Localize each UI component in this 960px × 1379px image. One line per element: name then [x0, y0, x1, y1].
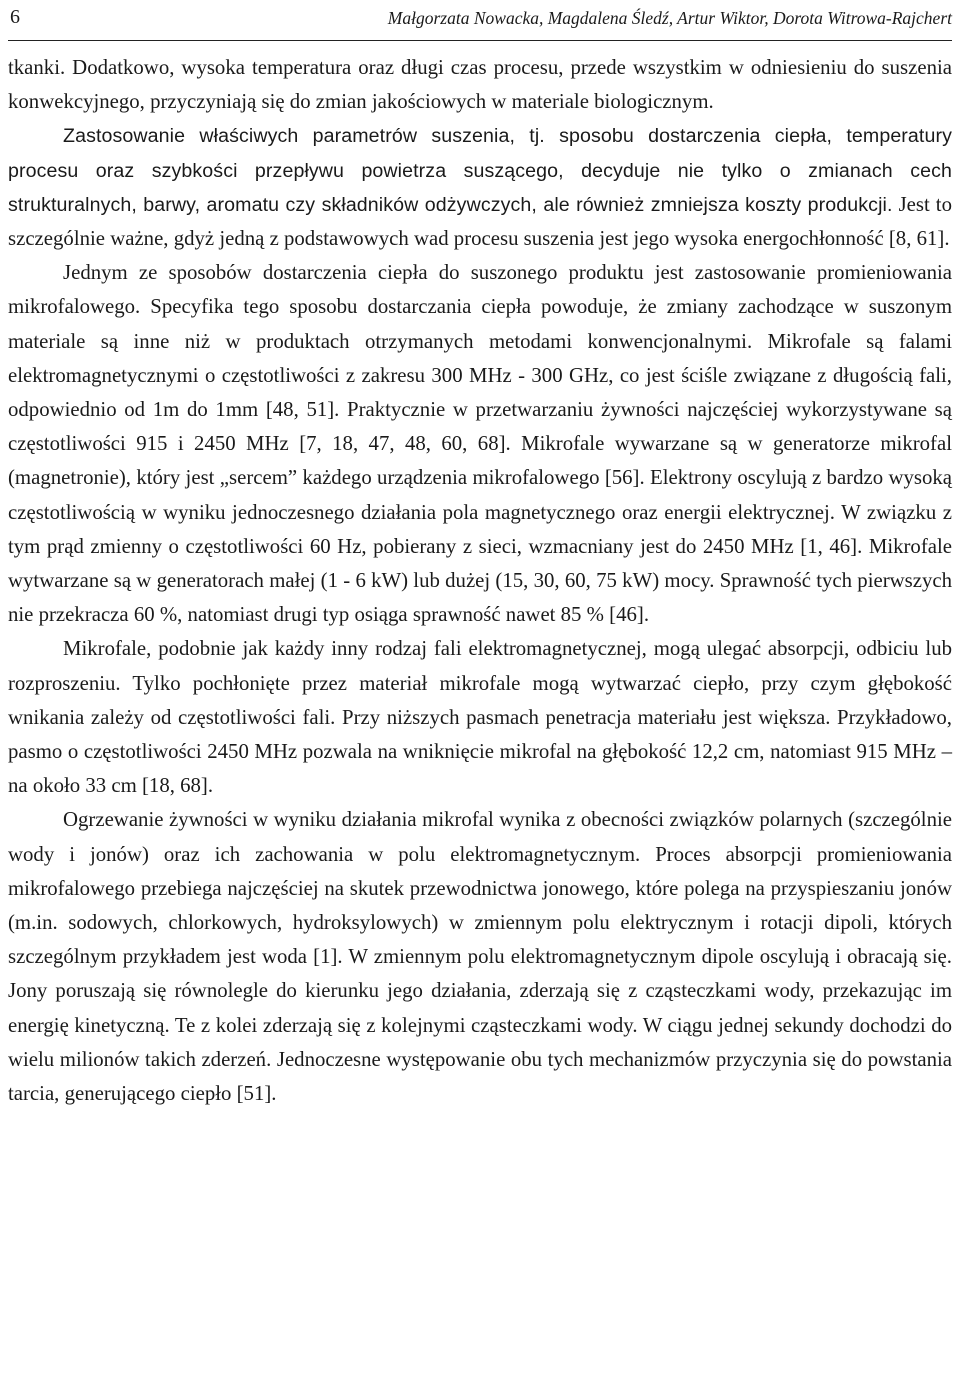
document-page — [8, 0, 952, 1111]
running-header — [8, 0, 952, 41]
paragraph-3: Jednym ze sposobów dostarczenia ciepła do suszonego produktu jest zastosowanie promieniowania mikrofalowego. Specyfika tego sposobu dostarczania ciepła powoduje, że zmiany zachodzące w suszonym materiale są inne niż w produktach otrzymanych metodami konwencjonalnymi. Mikrofale są falami elektromagnetycznymi o częstotliwości z zakresu 300 MHz - 300 GHz, co jest ściśle związane z długością fali, odpowiednio od 1m do 1mm [48, 51]. Praktycznie w przetwarzaniu żywności najczęściej wykorzystywane są częstotliwości 915 i 2450 MHz [7, 18, 47, 48, 60, 68]. Mikrofale wywarzane są w generatorze mikrofal (magnetronie), który jest „sercem” każdego urządzenia mikrofalowego [56]. Elektrony oscylują z bardzo wysoką częstotliwością w wyniku jednoczesnego działania pola magnetycznego oraz energii elektrycznej. W związku z tym prąd zmienny o częstotliwości 60 Hz, pobierany z sieci, wzmacniany jest do 2450 MHz [1, 46]. Mikrofale wytwarzane są w generatorach małej (1 - 6 kW) lub dużej (15, 30, 60, 75 kW) mocy. Sprawność tych pierwszych nie przekracza 60 %, natomiast drugi typ osiąga sprawność nawet 85 % [46]. — [8, 261, 952, 627]
paragraph-1: tkanki. Dodatkowo, wysoka temperatura oraz długi czas procesu, przede wszystkim w odniesieniu do suszenia konwekcyjnego, przyczyniają się do zmian jakościowych w materiale biologicznym. — [8, 56, 952, 114]
paragraph-2 — [8, 119, 952, 256]
page-number: 6 — [10, 6, 20, 28]
paragraph-2-sans-segment: Zastosowanie właściwych parametrów suszenia, tj. sposobu dostarczenia ciepła, temperatury procesu oraz szybkości przepływu powietrza suszącego, decyduje nie tylko o zmianach cech strukturalnych, barwy, aromatu czy składników odżywczych, ale również zmniejsza koszty produkcji. — [8, 125, 952, 216]
paragraph-2-serif-segment: Jest to szczególnie ważne, gdyż jedną z podstawowych wad procesu suszenia jest jego wysoka energochłonność [8, 61]. — [8, 192, 952, 251]
paragraph-5: Ogrzewanie żywności w wyniku działania mikrofal wynika z obecności związków polarnych (szczególnie wody i jonów) oraz ich zachowania w polu elektromagnetycznym. Proces absorpcji promieniowania mikrofalowego przebiega najczęściej na skutek przewodnictwa jonowego, które polega na przyspieszaniu jonów (m.in. sodowych, chlorkowych, hydroksylowych) w zmiennym polu elektrycznym i rotacji dipoli, których szczególnym przykładem jest woda [1]. W zmiennym polu elektromagnetycznym dipole oscylują i obracają się. Jony poruszają się równolegle do kierunku jego działania, zderzają się z cząsteczkami wody, przekazując im energię kinetyczną. Te z kolei zderzają się z kolejnymi cząsteczkami wody. W ciągu jednej sekundy dochodzi do wielu milionów takich zderzeń. Jednoczesne występowanie obu tych mechanizmów przyczynia się do powstania tarcia, generującego ciepło [51]. — [8, 808, 952, 1106]
body-text — [8, 51, 952, 1111]
paragraph-4: Mikrofale, podobnie jak każdy inny rodzaj fali elektromagnetycznej, mogą ulegać absorpcji, odbiciu lub rozproszeniu. Tylko pochłonięte przez materiał mikrofale mogą wytwarzać ciepło, przy czym głębokość wnikania zależy od częstotliwości fali. Przy niższych pasmach penetracja materiału jest większa. Przykładowo, pasmo o częstotliwości 2450 MHz pozwala na wniknięcie mikrofal na głębokość 12,2 cm, natomiast 915 MHz – na około 33 cm [18, 68]. — [8, 637, 952, 798]
header-authors: Małgorzata Nowacka, Magdalena Śledź, Artur Wiktor, Dorota Witrowa-Rajchert — [387, 8, 952, 28]
